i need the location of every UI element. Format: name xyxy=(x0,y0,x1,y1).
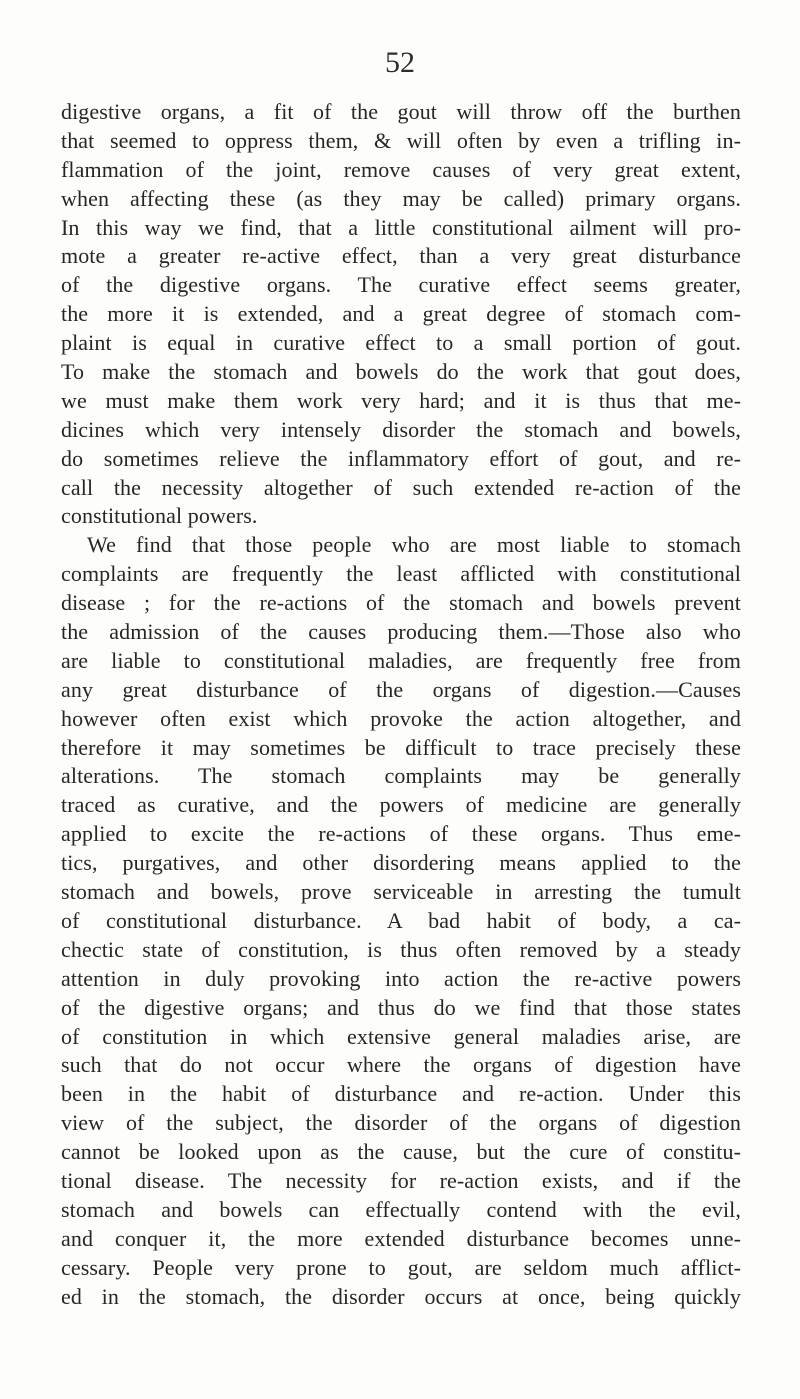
text-line: alterations. The stomach complaints may be generally xyxy=(61,763,741,789)
text-line: In this way we find, that a little constitutional ailment will pro- xyxy=(61,214,741,240)
paragraph-start-line: We find that those people who are most liable to stomach xyxy=(87,532,741,558)
text-line: and conquer it, the more extended disturbance becomes unne- xyxy=(61,1225,741,1251)
text-line: disease ; for the re-actions of the stomach and bowels prevent xyxy=(61,590,741,616)
text-line: chectic state of constitution, is thus often removed by a steady xyxy=(61,936,741,962)
text-line: ed in the stomach, the disorder occurs at once, being quickly xyxy=(61,1283,741,1309)
text-line: stomach and bowels can effectually contend with the evil, xyxy=(61,1196,741,1222)
text-line: attention in duly provoking into action the re-active powers xyxy=(61,965,741,991)
text-line: view of the subject, the disorder of the organs of digestion xyxy=(61,1110,741,1136)
text-line: the admission of the causes producing them.—Those also who xyxy=(61,619,741,645)
text-line: dicines which very intensely disorder the stomach and bowels, xyxy=(61,416,741,442)
text-line: do sometimes relieve the inflammatory effort of gout, and re- xyxy=(61,445,741,471)
text-line: of the digestive organs. The curative effect seems greater, xyxy=(61,272,741,298)
text-line: tional disease. The necessity for re-action exists, and if the xyxy=(61,1167,741,1193)
text-line: however often exist which provoke the action altogether, and xyxy=(61,705,741,731)
text-line: when affecting these (as they may be called) primary organs. xyxy=(61,185,741,211)
text-line: cannot be looked upon as the cause, but the cure of constitu- xyxy=(61,1139,741,1165)
text-line: traced as curative, and the powers of medicine are generally xyxy=(61,792,741,818)
text-line: any great disturbance of the organs of digestion.—Causes xyxy=(61,676,741,702)
text-line: flammation of the joint, remove causes of very great extent, xyxy=(61,156,741,182)
text-line: To make the stomach and bowels do the work that gout does, xyxy=(61,359,741,385)
text-line: therefore it may sometimes be difficult to trace precisely these xyxy=(61,734,741,760)
text-line: mote a greater re-active effect, than a very great disturbance xyxy=(61,243,741,269)
paragraph-end-line: constitutional powers. xyxy=(61,503,258,529)
text-line: been in the habit of disturbance and re-action. Under this xyxy=(61,1081,741,1107)
text-line: of the digestive organs; and thus do we find that those states xyxy=(61,994,741,1020)
text-line: digestive organs, a fit of the gout will throw off the burthen xyxy=(61,99,741,124)
text-line: such that do not occur where the organs of digestion have xyxy=(61,1052,741,1078)
text-line: of constitution in which extensive general maladies arise, are xyxy=(61,1023,741,1049)
page-number: 52 xyxy=(385,46,415,79)
text-line: of constitutional disturbance. A bad habit of body, a ca- xyxy=(61,907,741,933)
text-line: complaints are frequently the least afflicted with constitutional xyxy=(61,561,741,587)
text-line: we must make them work very hard; and it is thus that me- xyxy=(61,387,741,413)
text-line: are liable to constitutional maladies, are frequently free from xyxy=(61,647,741,673)
text-line: the more it is extended, and a great degree of stomach com- xyxy=(61,301,741,327)
text-line: applied to excite the re-actions of these organs. Thus eme- xyxy=(61,821,741,847)
text-line: cessary. People very prone to gout, are seldom much afflict- xyxy=(61,1254,741,1280)
text-line: tics, purgatives, and other disordering means applied to the xyxy=(61,850,741,876)
text-line: call the necessity altogether of such extended re-action of the xyxy=(61,474,741,500)
text-line: plaint is equal in curative effect to a small portion of gout. xyxy=(61,330,741,356)
body-text xyxy=(61,98,741,1311)
text-line: stomach and bowels, prove serviceable in arresting the tumult xyxy=(61,879,741,905)
text-line: that seemed to oppress them, & will often by even a trifling in- xyxy=(61,127,741,153)
